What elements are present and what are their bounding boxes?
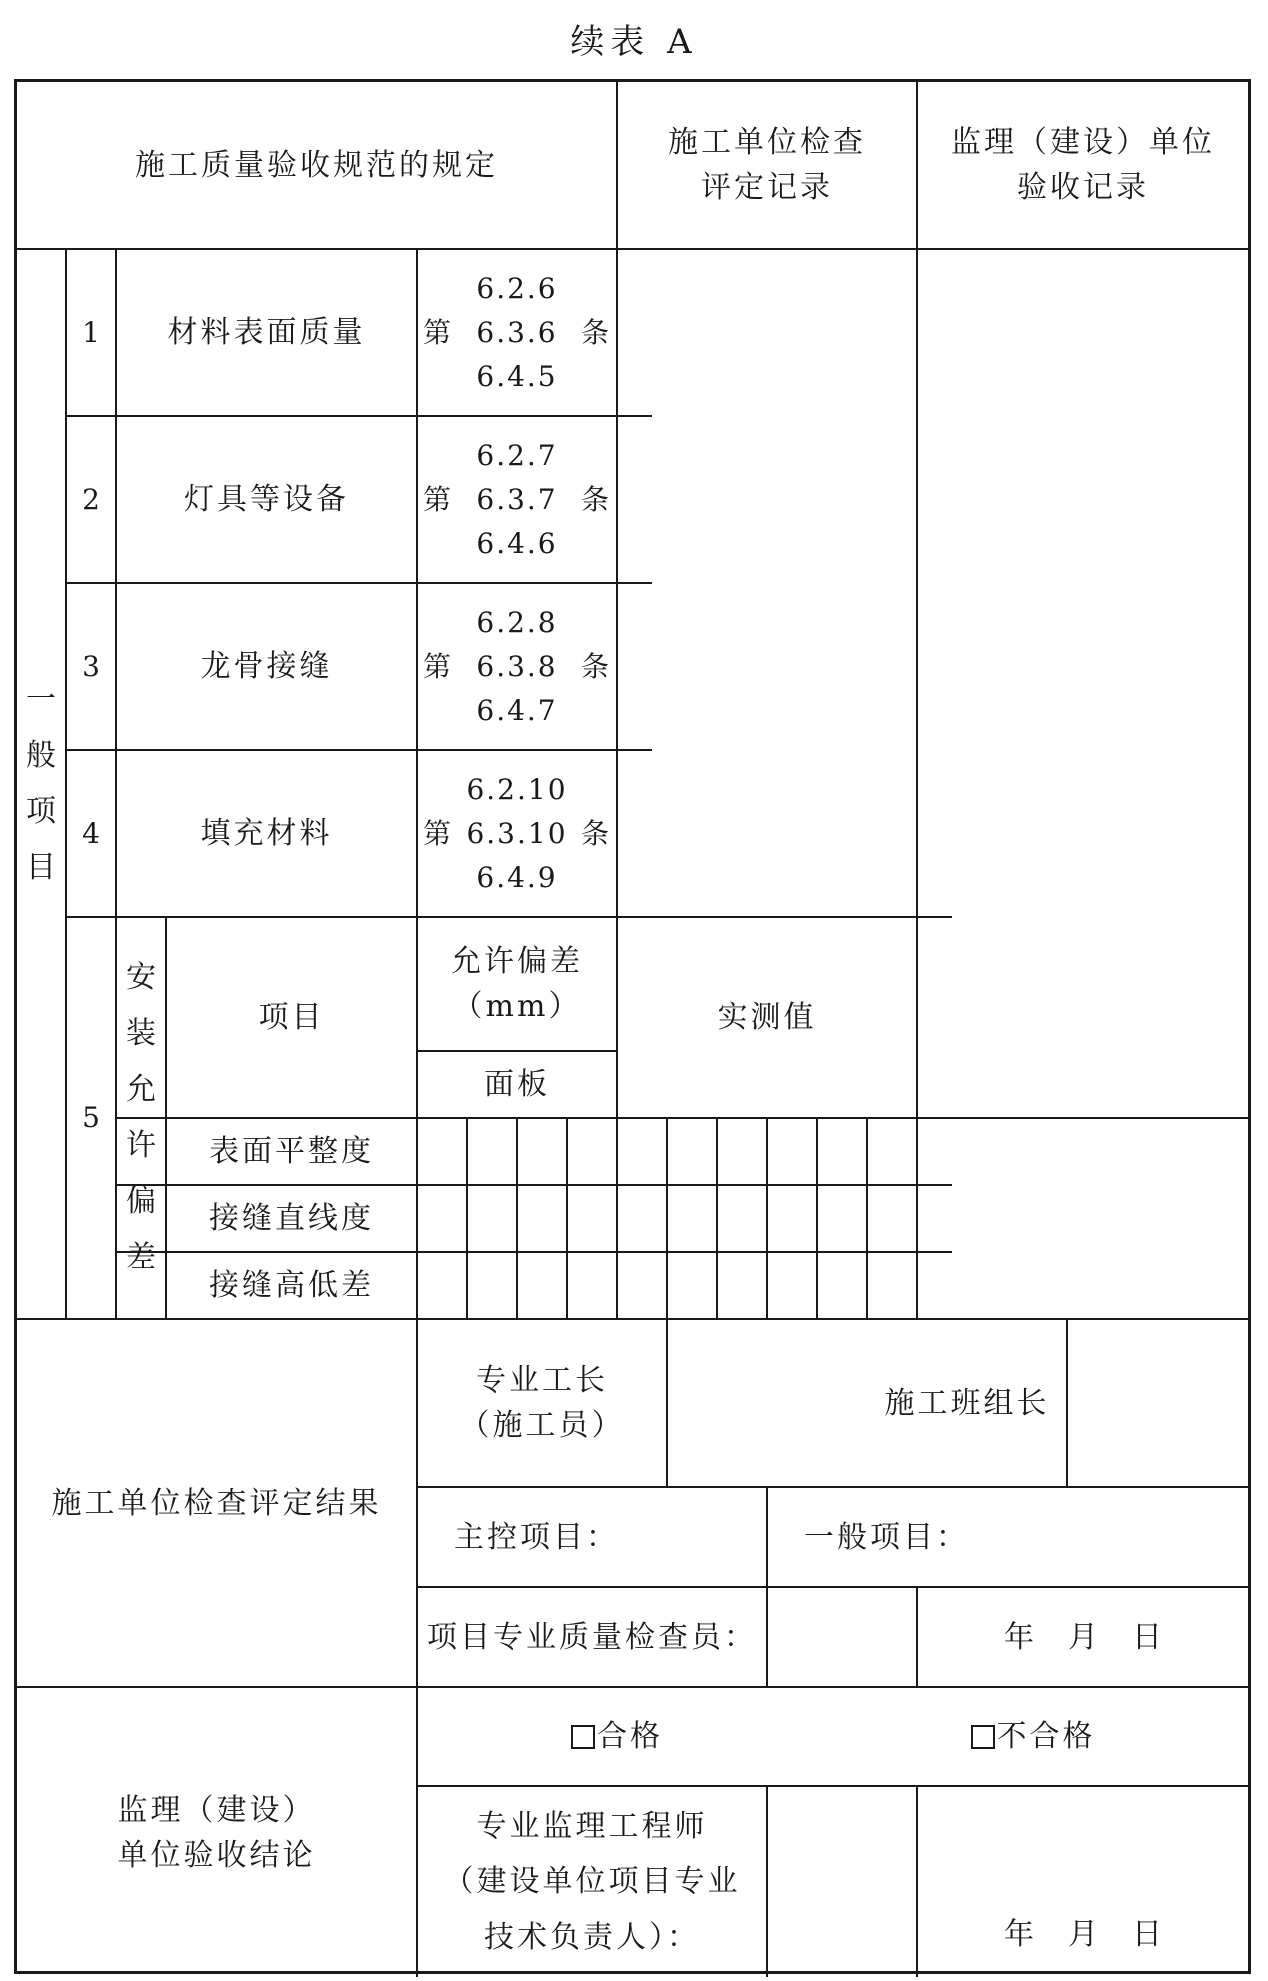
item-number: 5 [82,1101,100,1134]
header-contractor-check-line2: 评定记录 [701,170,833,205]
supervision-conclusion-label: 监理（建设） 单位验收结论 [117,1792,316,1873]
item-name: 填充材料 [200,816,333,851]
pass-option[interactable] [418,1688,816,1785]
grid-line [616,82,618,1318]
panel-header: 面板 [484,1067,550,1102]
quality-inspector-label: 项目专业质量检查员： [427,1619,757,1655]
checkbox-icon[interactable] [971,1725,995,1749]
general-items-label: 一 般 项 目 [26,682,56,885]
main-items-label: 主控项目： [454,1519,619,1555]
item-name: 龙骨接缝 [200,649,333,684]
tolerance-row-label: 接缝直线度 [209,1201,374,1236]
item-number: 1 [82,315,100,349]
header-spec-label: 施工质量验收规范的规定 [135,147,498,183]
header-contractor-check-line1: 施工单位检查 [668,125,866,160]
grid-line [466,1117,468,1318]
pass-label: 合格 [597,1719,663,1754]
general-items-result-label: 一般项目： [804,1519,969,1555]
engineer-date: 年 月 日 [1004,1917,1162,1952]
item-number: 3 [82,649,100,683]
item-clause-ref: 6.2.10 第 6.3.10 条 6.4.9 [422,772,611,894]
table-caption: 续表 A [570,22,698,62]
grid-line [666,1318,668,1486]
item-clause-ref: 6.2.6 第 6.3.6 条 6.4.5 [422,271,611,393]
foreman-label: 专业工长 （施工员） [459,1363,625,1443]
item-number: 4 [82,816,100,850]
header-supervision-line1: 监理（建设）单位 [951,125,1215,160]
grid-line [766,1117,768,1318]
header-contractor-check [618,82,916,248]
allowed-deviation-header: 允许偏差 （mm） [451,944,583,1024]
grid-line [566,1117,568,1318]
tolerance-group-label: 安 装 允 许 偏 差 [126,960,156,1275]
item-name: 灯具等设备 [184,482,349,517]
header-spec [17,82,616,248]
grid-line [1066,1318,1068,1486]
inspector-date: 年 月 日 [1004,1619,1162,1655]
grid-line [866,1117,868,1318]
item-clause-ref: 6.2.7 第 6.3.7 条 6.4.6 [422,438,611,560]
supervising-engineer-label: 专业监理工程师 （建设单位项目专业 技术负责人）： [443,1808,741,1955]
grid-line [766,1586,768,1686]
grid-line [666,1117,668,1318]
tolerance-row-label: 接缝高低差 [209,1268,374,1303]
item-name: 材料表面质量 [167,315,366,350]
header-supervision-line2: 验收记录 [1017,170,1149,205]
tolerance-item-header: 项目 [258,1000,325,1035]
item-number: 2 [82,482,100,516]
item-clause-ref: 6.2.8 第 6.3.8 条 6.4.7 [422,605,611,727]
acceptance-form-table [14,79,1251,1974]
team-leader-label: 施工班组长 [884,1385,1050,1421]
measured-value-header: 实测值 [717,1000,817,1035]
grid-line [716,1117,718,1318]
grid-line [516,1117,518,1318]
header-supervision [918,82,1248,248]
contractor-result-label: 施工单位检查评定结果 [51,1485,382,1521]
grid-line [816,1117,818,1318]
fail-label: 不合格 [996,1719,1096,1754]
tolerance-row-label: 表面平整度 [209,1134,374,1169]
grid-line [916,82,918,1318]
grid-line [766,1785,768,1977]
checkbox-icon[interactable] [571,1725,595,1749]
fail-option[interactable] [818,1688,1248,1785]
